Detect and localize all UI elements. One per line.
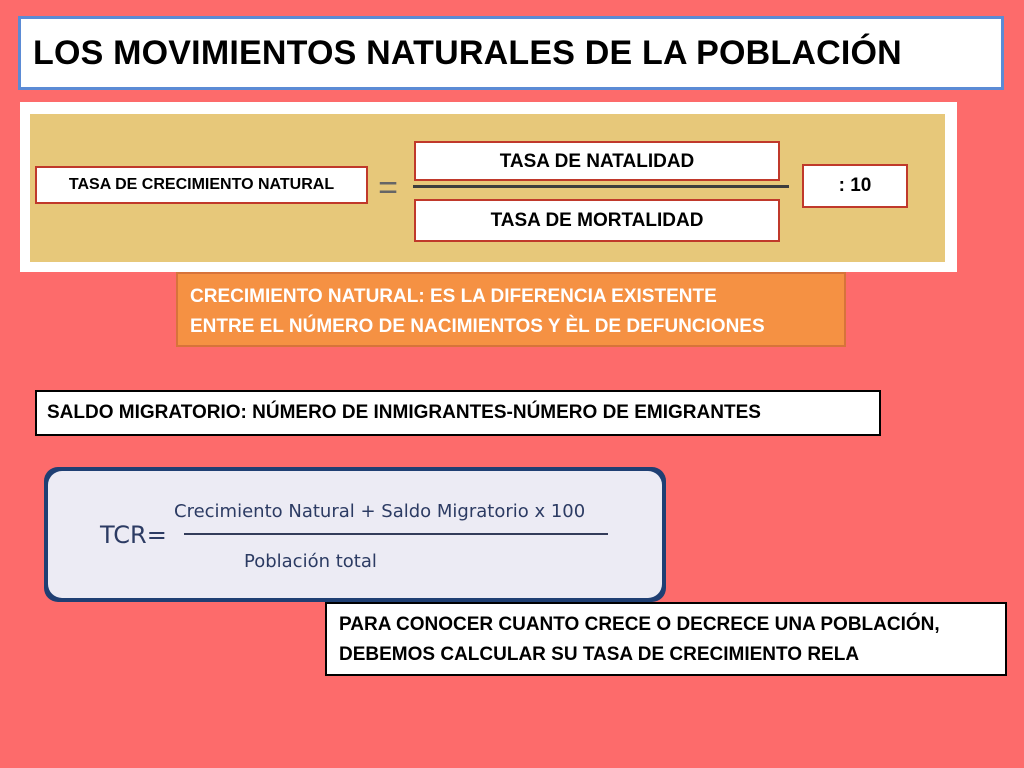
natural-growth-definition	[176, 272, 846, 347]
slide-title-text: LOS MOVIMIENTOS NATURALES DE LA POBLACIÓN	[33, 33, 902, 72]
migration-balance-text: SALDO MIGRATORIO: NÚMERO DE INMIGRANTES-NÚMERO DE EMIGRANTES	[47, 402, 761, 423]
equals-sign: =	[378, 168, 398, 207]
slide-title	[18, 16, 1004, 90]
tcr-numerator: Crecimiento Natural + Saldo Migratorio x 100	[174, 501, 586, 522]
tcr-formula-panel	[44, 467, 666, 602]
note-line-2: DEBEMOS CALCULAR SU TASA DE CRECIMIENTO RELA	[339, 644, 860, 665]
definition-line-2: ENTRE EL NÚMERO DE NACIMIENTOS Y ÈL DE DEFUNCIONES	[190, 316, 765, 337]
tcr-formula-card	[48, 471, 662, 598]
migration-balance-definition	[35, 390, 881, 436]
death-rate-denominator: TASA DE MORTALIDAD	[414, 199, 780, 242]
natural-growth-rate-label: TASA DE CRECIMIENTO NATURAL	[35, 166, 368, 204]
tcr-fraction-line	[184, 533, 608, 535]
fraction-line	[413, 185, 789, 188]
note-line-1: PARA CONOCER CUANTO CRECE O DECRECE UNA POBLACIÓN,	[339, 614, 940, 635]
divide-by-ten: : 10	[802, 164, 908, 208]
birth-rate-numerator: TASA DE NATALIDAD	[414, 141, 780, 181]
definition-line-1: CRECIMIENTO NATURAL: ES LA DIFERENCIA EXISTENTE	[190, 286, 717, 307]
tcr-label: TCR=	[100, 521, 167, 549]
growth-rate-note	[325, 602, 1007, 676]
tcr-denominator: Población total	[244, 551, 377, 572]
